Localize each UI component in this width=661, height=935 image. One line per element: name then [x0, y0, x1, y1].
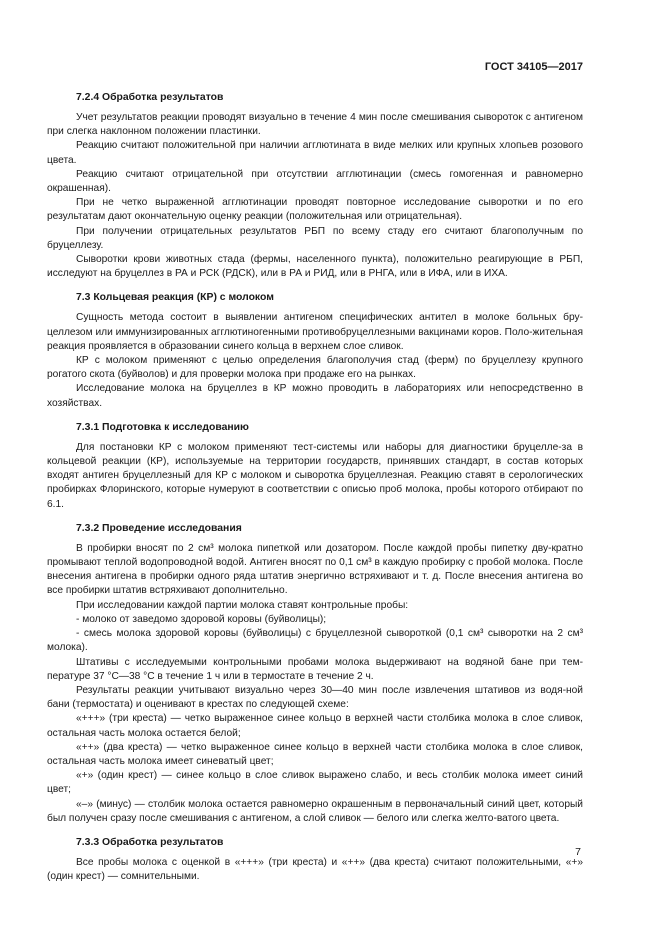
standard-number: ГОСТ 34105—2017: [484, 61, 583, 73]
paragraph: КР с молоком применяют с целью определения благополучия стад (ферм) по бруцеллезу крупного рогатого скота (буйволов) и для проверки молока при продаже его на рынках.: [47, 355, 583, 381]
paragraph: Учет результатов реакции проводят визуально в течение 4 мин после смешивания сывороток с антигеном при слегка наклонном положении пластинки.: [47, 112, 583, 138]
section-gap: [47, 826, 583, 836]
document-body: [47, 91, 583, 884]
paragraph: Сущность метода состоит в выявлении антигеном специфических антител в молоке больных бру-целлезом или иммунизированных агглютиногенными противобруцеллезными вакцинами коров. Поло-жительная реакция проявляется в образовании синего кольца в верхнем слое сливок.: [47, 312, 583, 352]
paragraph: «+++» (три креста) — четко выраженное синее кольцо в верхней части столбика молока в слое сливок, остальная часть молока остается белой;: [47, 713, 583, 739]
list-item: - молоко от заведомо здоровой коровы (буйволицы);: [76, 613, 327, 625]
paragraph: Результаты реакции учитывают визуально через 30—40 мин после извлечения штативов из водя-ной бани (термостата) и оценивают в крестах по следующей схеме:: [47, 684, 583, 711]
page-number: 7: [575, 846, 581, 858]
paragraph: Исследование молока на бруцеллез в КР можно проводить в лабораториях или непосредственно в хозяйствах.: [47, 383, 583, 409]
paragraph: Реакцию считают отрицательной при отсутствии агглютинации (смесь гомогенная и равномерно окрашенная).: [47, 168, 583, 195]
section-gap: [47, 512, 583, 522]
paragraph: При исследовании каждой партии молока ставят контрольные пробы:: [76, 599, 409, 611]
section-title-7-3-2: 7.3.2 Проведение исследования: [76, 522, 242, 534]
paragraph: «+» (один крест) — синее кольцо в слое сливок выражено слабо, и весь столбик молока имеет синий цвет;: [47, 770, 583, 796]
paragraph: «–» (минус) — столбик молока остается равномерно окрашенным в первоначальный синий цвет, который был получен сразу после смешивания с антигеном, а слой сливок — белого или слегка желто-ватого цвета.: [47, 798, 583, 824]
section-title-7-3-1: 7.3.1 Подготовка к исследованию: [76, 421, 249, 433]
section-gap: [47, 411, 583, 421]
paragraph: Все пробы молока с оценкой в «+++» (три креста) и «++» (два креста) считают положительными, «+» (один крест) — сомнительными.: [47, 856, 583, 883]
paragraph: «++» (два креста) — четко выраженное синее кольцо в верхней части столбика молока в слое сливок, остальная часть молока имеет синеватый цвет;: [47, 741, 583, 767]
paragraph: Штативы с исследуемыми контрольными пробами молока выдерживают на водяной бане при тем-пературе 37 °С—38 °С в течение 1 ч или в термостате в течение 2 ч.: [47, 656, 583, 682]
list-item: - смесь молока здоровой коровы (буйволицы) с бруцеллезной сывороткой (0,1 см³ сыворотки на 2 см³ молока).: [47, 628, 583, 654]
paragraph: Сыворотки крови животных стада (фермы, населенного пункта), положительно реагирующие в РБП, исследуют на бруцеллез в РА и РСК (РДСК), или в РА и РИД, или в РНГА, или в ИФА, или в ИХА.: [47, 254, 583, 280]
paragraph: В пробирки вносят по 2 см³ молока пипеткой или дозатором. После каждой пробы пипетку дву-кратно промывают теплой водопроводной водой. Антиген вносят по 0,1 см³ в каждую пробирку с пробой молока. После внесения антигена в пробирки одного ряда штатив энергично встряхивают и т. д. После внесения антигена во все пробирки штатив встряхивают дополнительно.: [47, 542, 583, 597]
section-title-7-2-4: 7.2.4 Обработка результатов: [76, 92, 224, 103]
section-title-7-3: 7.3 Кольцевая реакция (КР) с молоком: [76, 292, 274, 304]
paragraph: При получении отрицательных результатов РБП по всему стаду его считают благополучным по бруцеллезу.: [47, 225, 583, 251]
paragraph: При не четко выраженной агглютинации проводят повторное исследование сыворотки и по его результатам дают окончательную оценку реакции (положительная или отрицательная).: [47, 197, 583, 223]
paragraph: Реакцию считают положительной при наличии агглютината в виде мелких или крупных хлопьев розового цвета.: [47, 140, 583, 166]
section-gap: [47, 281, 583, 291]
section-title-7-3-3: 7.3.3 Обработка результатов: [76, 836, 224, 848]
paragraph: Для постановки КР с молоком применяют тест-системы или наборы для диагностики бруцелле-за в кольцевой реакции (КР), используемые на территории государств, принявших стандарт, в состав которых входят антиген бруцеллезный для КР с молоком и сыворотка бруцеллезная. Реакцию ставят в серологических пробирках Флоринского, которые нумеруют в соответствии с описью проб молока, пробы которого отбирают по 6.1.: [47, 441, 583, 510]
